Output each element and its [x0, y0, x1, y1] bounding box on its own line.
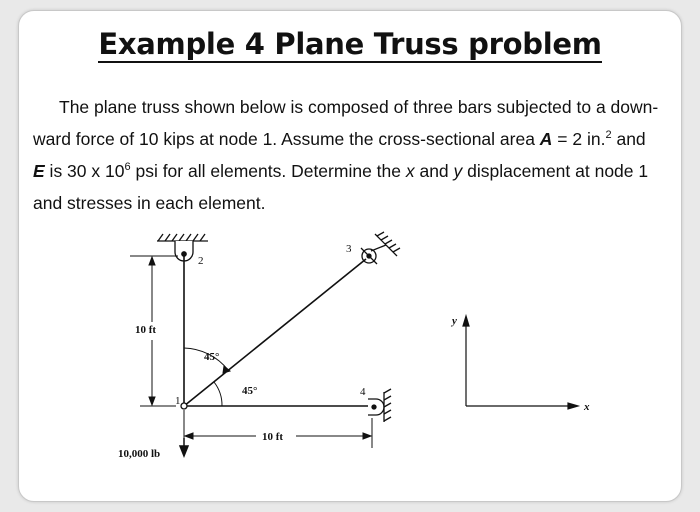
node-label-1: 1: [175, 395, 181, 407]
bar-1-3: [184, 259, 366, 406]
statement-line-1: The plane truss shown below is composed of three bars subjected to a down-: [59, 97, 659, 117]
axis-label-x: x: [584, 401, 590, 413]
node-label-2: 2: [198, 255, 204, 267]
node-label-3: 3: [346, 243, 352, 255]
statement-line-4: and stresses in each element.: [33, 193, 266, 213]
truss-bars: [184, 256, 368, 406]
statement-line-3: E is 30 x $10^6$ psi for all elements. Determine the x and y displacement at node 1: [33, 161, 649, 181]
slide-title: Example 4 Plane Truss problem: [98, 27, 602, 61]
support-4: [368, 389, 391, 422]
node-label-4: 4: [360, 386, 366, 398]
coordinate-axes: [463, 316, 578, 409]
angle-label-a: 45°: [204, 351, 220, 363]
axis-label-y: y: [452, 315, 457, 327]
statement-line-2: ward force of 10 kips at node 1. Assume the cross-sectional area A = 2 in.$^2$ and: [33, 129, 646, 149]
dim-label-horizontal: 10 ft: [262, 431, 284, 443]
load-arrow: [180, 438, 188, 456]
angle-label-b: 45°: [242, 385, 258, 397]
load-label: 10,000 lb: [118, 448, 161, 460]
support-3: [361, 232, 400, 264]
node-1-pin: [181, 403, 187, 409]
dim-label-vertical: 10 ft: [135, 324, 157, 336]
